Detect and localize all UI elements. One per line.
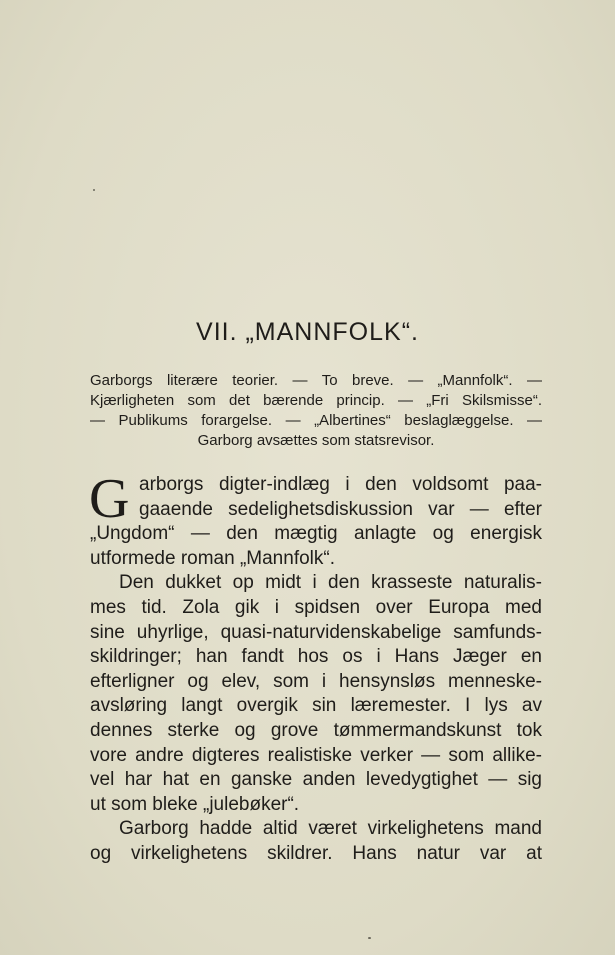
paper-speck xyxy=(93,189,95,191)
text-line: arborgs digter-indlæg i den voldsomt paa- xyxy=(139,474,542,495)
chapter-summary xyxy=(90,371,542,451)
text-line: Garborg hadde altid været virkelighetens mand xyxy=(119,818,542,840)
text-line: mes tid. Zola gik i spidsen over Europa med xyxy=(90,596,542,618)
text-line: og virkelighetens skildrer. Hans natur var at xyxy=(90,842,542,864)
summary-line: Kjærligheten som det bærende princip. — „Fri Skilsmisse“. xyxy=(90,392,542,409)
drop-cap: G xyxy=(89,468,130,530)
text-line: Den dukket op midt i den krasseste naturalis- xyxy=(119,572,542,594)
summary-line: — Publikums forargelse. — „Albertines“ beslaglæggelse. — xyxy=(90,412,542,429)
paper-speck xyxy=(368,937,371,939)
text-line: avsløring langt overgik sin læremester. I lys av xyxy=(90,695,542,717)
text-line: ut som bleke „julebøker“. xyxy=(90,793,300,815)
text-line: utformede roman „Mannfolk“. xyxy=(90,547,335,569)
summary-line: Garborgs literære teorier. — To breve. — „Mannfolk“. — xyxy=(90,372,542,389)
text-line: sine uhyrlige, quasi-naturvidenskabelige samfunds- xyxy=(90,621,542,643)
paragraph xyxy=(90,571,542,817)
text-line: gaaende sedelighetsdiskussion var — efter xyxy=(139,498,542,520)
summary-line: Garborg avsættes som statsrevisor. xyxy=(197,432,435,449)
paragraph xyxy=(90,817,542,866)
chapter-title: VII. „MANNFOLK“. xyxy=(196,318,419,346)
text-line: skildringer; han fandt hos os i Hans Jæger en xyxy=(90,646,542,668)
body-text xyxy=(89,468,542,867)
text-line: vore andre digteres realistiske verker — som allike- xyxy=(90,744,542,766)
text-line: vel har hat en ganske anden levedygtighet — sig xyxy=(90,769,542,791)
text-line: dennes sterke og grove tømmermandskunst tok xyxy=(90,719,542,741)
text-line: efterligner og elev, som i hensynsløs menneske- xyxy=(90,670,542,692)
text-line: „Ungdom“ — den mægtig anlagte og energisk xyxy=(90,523,542,545)
paragraph xyxy=(89,468,542,571)
